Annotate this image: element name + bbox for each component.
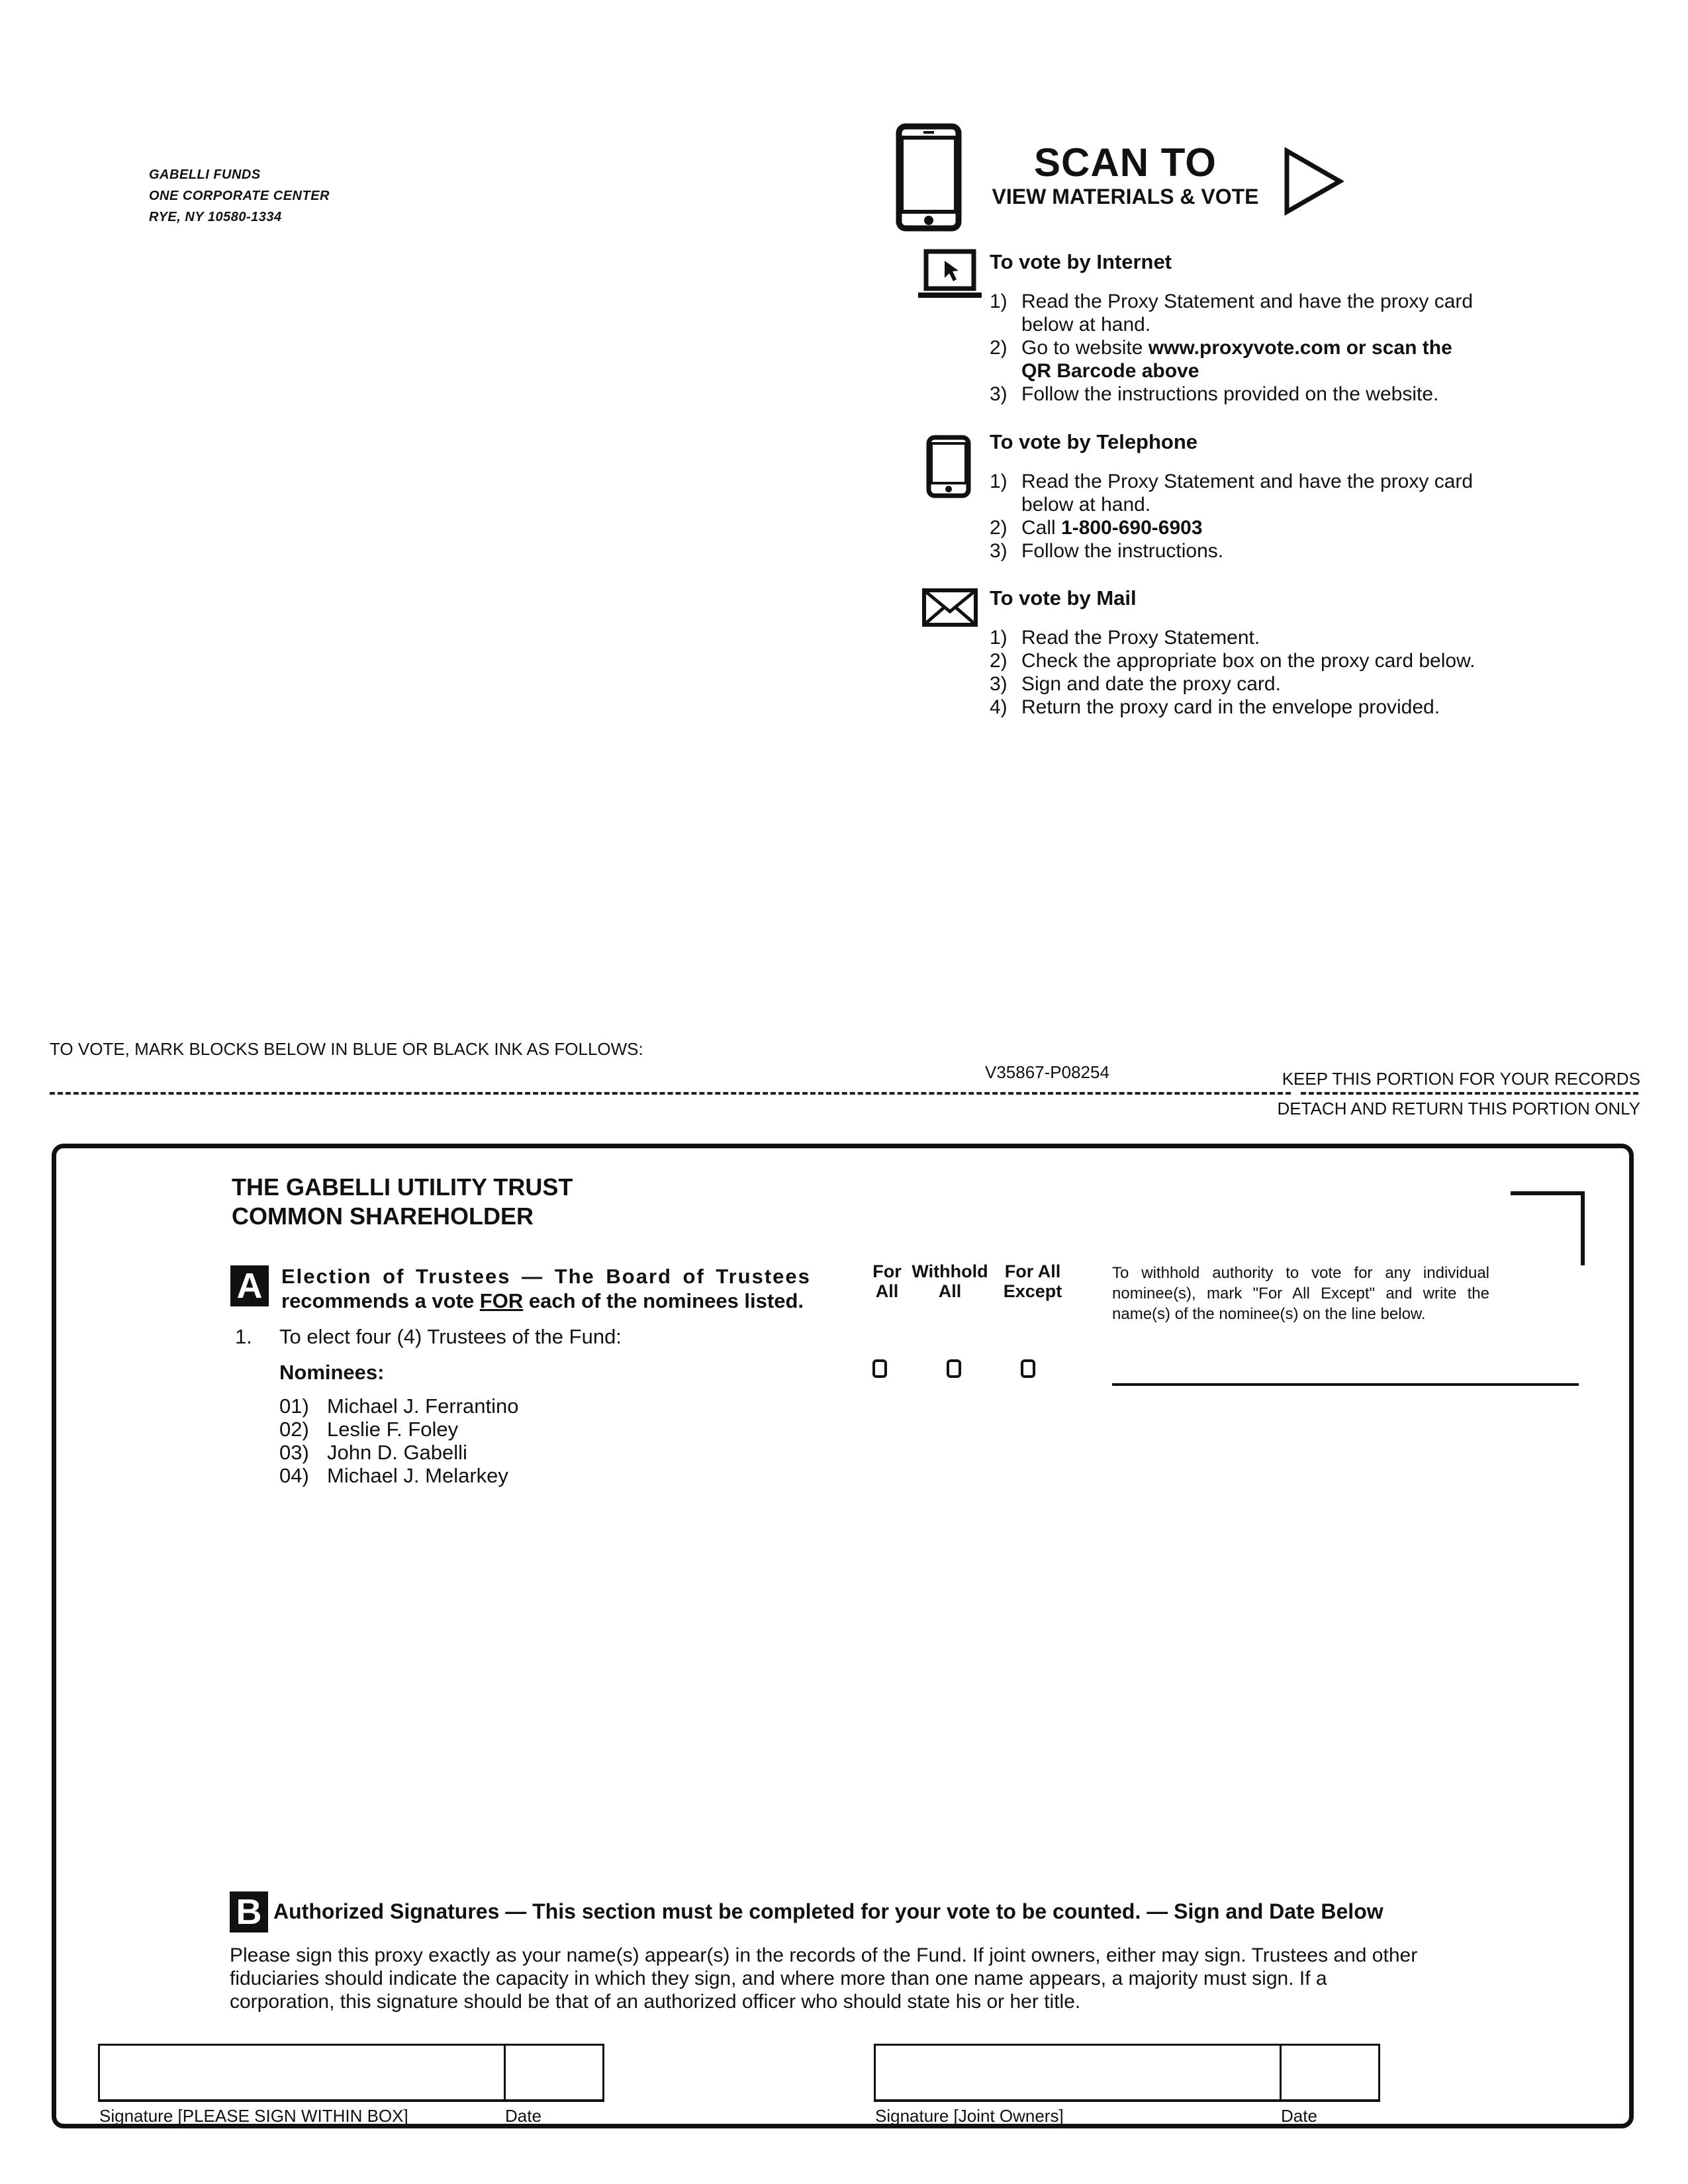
internet-section — [990, 250, 1473, 406]
mail-step-1: 1) Read the Proxy Statement. — [990, 627, 1260, 649]
nominees-heading: Nominees: — [279, 1361, 385, 1384]
mail-step-2: 2) Check the appropriate box on the proxy card below. — [990, 650, 1476, 672]
internet-step-3: 3) Follow the instructions provided on the website. — [990, 383, 1439, 405]
internet-heading: To vote by Internet — [990, 250, 1172, 273]
scan-to-vote-heading — [980, 142, 1271, 209]
detach-dashed-line — [50, 1092, 1291, 1095]
laptop-icon — [917, 249, 983, 300]
play-arrow-icon — [1283, 147, 1344, 216]
control-code: V35867-P08254 — [985, 1062, 1109, 1082]
scan-title: SCAN TO — [1034, 140, 1217, 185]
signature-box-2[interactable] — [874, 2044, 1282, 2102]
col-for-all: For All — [872, 1261, 902, 1301]
proposal-1 — [235, 1325, 622, 1349]
nominee-list — [279, 1394, 518, 1487]
mail-heading: To vote by Mail — [990, 586, 1137, 610]
sender-line-3: RYE, NY 10580-1334 — [149, 210, 282, 224]
smartphone-icon — [896, 123, 962, 232]
date-label-1: Date — [505, 2106, 541, 2126]
section-a-title — [281, 1264, 811, 1313]
telephone-steps — [990, 470, 1473, 563]
section-b-title: Authorized Signatures — This section must be completed for your vote to be counted. — Sign and Date Below — [273, 1899, 1383, 1923]
signature-label-1: Signature [PLEASE SIGN WITHIN BOX] — [99, 2106, 408, 2126]
for-all-except-checkbox[interactable] — [1021, 1359, 1035, 1378]
internet-step-1: 1) Read the Proxy Statement and have the proxy card below at hand. — [990, 291, 1474, 336]
signature-instructions: Please sign this proxy exactly as your name(s) appear(s) in the records of the Fund. If joint owners, either may sign. Trustees and other fiduciaries should indicate the capacity in which they sign, and where more than one name appears, a majority must sign. If a corporation, this signature should be that of an authorized officer who should state his or her title. — [230, 1944, 1418, 2013]
nominee-item: 04) Michael J. Melarkey — [279, 1464, 508, 1487]
for-all-checkbox[interactable] — [872, 1359, 887, 1378]
date-box-2[interactable] — [1280, 2044, 1380, 2102]
except-nominee-write-line[interactable] — [1112, 1383, 1579, 1386]
signature-box-1[interactable] — [98, 2044, 506, 2102]
section-b-badge: B — [230, 1891, 268, 1933]
telephone-step-3: 3) Follow the instructions. — [990, 540, 1224, 562]
telephone-section — [990, 430, 1473, 563]
keep-dashed-line — [1301, 1092, 1638, 1095]
telephone-heading: To vote by Telephone — [990, 430, 1198, 453]
trust-line-2: COMMON SHAREHOLDER — [232, 1203, 534, 1230]
withhold-all-checkbox[interactable] — [947, 1359, 961, 1378]
trust-name — [232, 1173, 573, 1231]
detach-portion-label: DETACH AND RETURN THIS PORTION ONLY — [1277, 1099, 1640, 1118]
date-box-1[interactable] — [504, 2044, 604, 2102]
signature-label-2: Signature [Joint Owners] — [875, 2106, 1064, 2126]
col-withhold-all: Withhold All — [912, 1261, 988, 1301]
mail-step-3: 3) Sign and date the proxy card. — [990, 673, 1281, 695]
nominee-item: 02) Leslie F. Foley — [279, 1418, 459, 1441]
keep-portion-label: KEEP THIS PORTION FOR YOUR RECORDS — [1282, 1069, 1640, 1089]
telephone-step-1: 1) Read the Proxy Statement and have the proxy card below at hand. — [990, 471, 1474, 516]
section-a-title-line-2: recommends a vote FOR each of the nominees listed. — [281, 1289, 804, 1312]
scan-subtitle: VIEW MATERIALS & VOTE — [992, 185, 1259, 208]
proposal-text: To elect four (4) Trustees of the Fund: — [279, 1325, 622, 1348]
internet-steps — [990, 290, 1473, 406]
col-for-all-except: For All Except — [1003, 1261, 1062, 1301]
ink-instruction: TO VOTE, MARK BLOCKS BELOW IN BLUE OR BLACK INK AS FOLLOWS: — [50, 1039, 643, 1059]
nominee-item: 03) John D. Gabelli — [279, 1441, 467, 1464]
sender-line-1: GABELLI FUNDS — [149, 167, 261, 182]
trust-line-1: THE GABELLI UTILITY TRUST — [232, 1173, 573, 1201]
section-a-badge: A — [230, 1265, 269, 1306]
date-label-2: Date — [1281, 2106, 1317, 2126]
internet-step-2: 2) Go to website www.proxyvote.com or scan the QR Barcode above — [990, 337, 1452, 382]
mail-steps — [990, 626, 1475, 719]
mail-step-4: 4) Return the proxy card in the envelope provided. — [990, 696, 1440, 718]
section-a-title-line-1: Election of Trustees — The Board of Trustees — [281, 1265, 811, 1288]
envelope-icon — [921, 588, 978, 627]
telephone-icon — [925, 434, 972, 499]
telephone-step-2: 2) Call 1-800-690-6903 — [990, 517, 1203, 539]
sender-line-2: ONE CORPORATE CENTER — [149, 189, 330, 203]
proposal-number: 1. — [235, 1325, 252, 1348]
nominee-item: 01) Michael J. Ferrantino — [279, 1394, 519, 1418]
sender-address — [149, 164, 330, 228]
corner-mark — [1511, 1191, 1585, 1265]
mail-section — [990, 586, 1475, 719]
withhold-instruction: To withhold authority to vote for any individual nominee(s), mark "For All Except" and write the name(s) of the nominee(s) on the line below. — [1112, 1264, 1489, 1323]
